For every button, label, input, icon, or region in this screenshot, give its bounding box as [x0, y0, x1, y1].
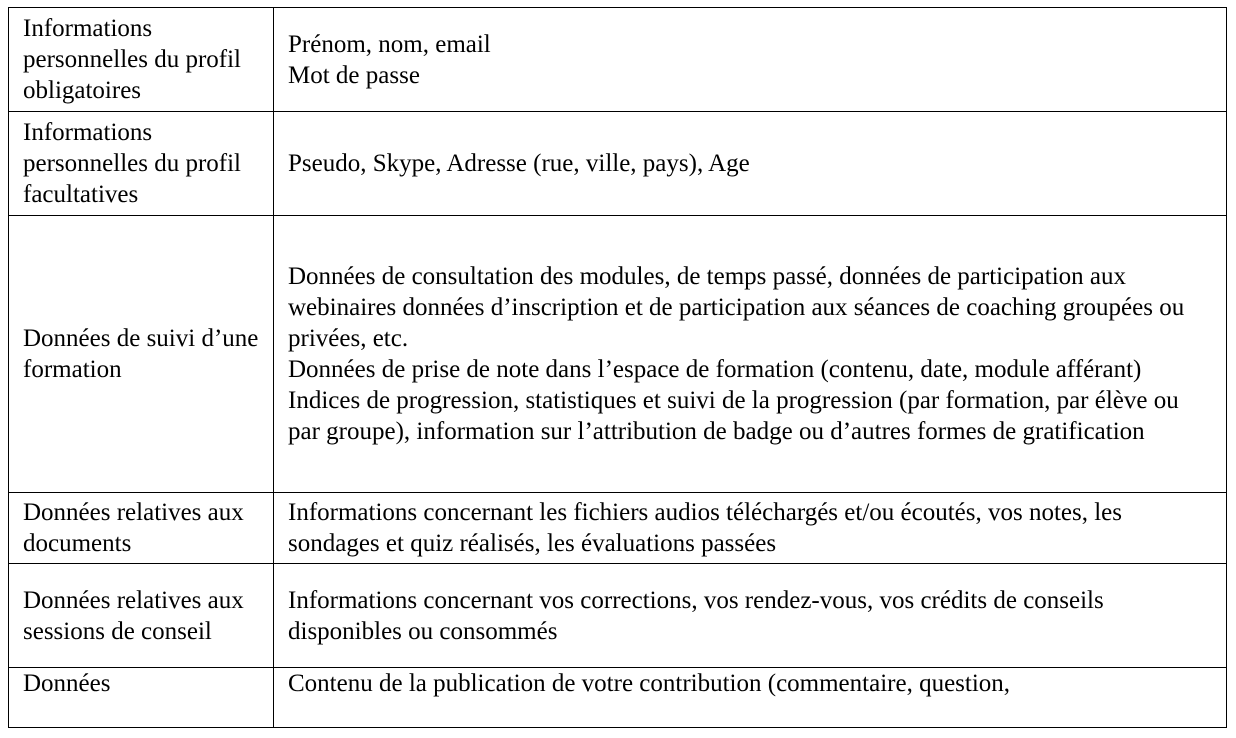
table-row [9, 493, 1227, 564]
table-row [9, 8, 1227, 112]
table-row [9, 564, 1227, 668]
category-cell: Données relatives aux sessions de conseil [9, 564, 274, 668]
detail-line: Prénom, nom, email [288, 30, 491, 58]
category-cell: Données de suivi d’une formation [9, 216, 274, 493]
detail-line: Indices de progression, statistiques et suivi de la progression (par formation, par élève ou par groupe), information sur l’attribution de badge ou d’autres formes de gratification [288, 387, 1179, 445]
detail-cell [274, 216, 1227, 493]
detail-line: Informations concernant vos corrections, vos rendez-vous, vos crédits de conseils disponibles ou consommés [288, 586, 1104, 645]
category-cell: Informations personnelles du profil obligatoires [9, 8, 274, 112]
table-row [9, 112, 1227, 216]
table-row [9, 668, 1227, 728]
data-categories-table [8, 7, 1227, 728]
table-row [9, 216, 1227, 493]
category-cell: Données relatives aux documents [9, 493, 274, 564]
detail-cell [274, 564, 1227, 668]
detail-line: Pseudo, Skype, Adresse (rue, ville, pays), Age [288, 150, 750, 177]
detail-line: Informations concernant les fichiers audios téléchargés et/ou écoutés, vos notes, les sondages et quiz réalisés, les évaluations passées [288, 499, 1122, 557]
detail-line: Données de consultation des modules, de temps passé, données de participation aux webinaires données d’inscription et de participation aux séances de coaching groupées ou privées, etc. [288, 263, 1185, 352]
category-cell: Informations personnelles du profil facultatives [9, 112, 274, 216]
detail-line: Mot de passe [288, 61, 420, 89]
detail-cell [274, 8, 1227, 112]
detail-line: Données de prise de note dans l’espace de formation (contenu, date, module afférant) [288, 356, 1142, 383]
detail-cell [274, 493, 1227, 564]
detail-line: Contenu de la publication de votre contribution (commentaire, question, [288, 670, 1011, 697]
detail-cell [274, 112, 1227, 216]
detail-cell [274, 668, 1227, 728]
category-cell: Données [9, 668, 274, 728]
